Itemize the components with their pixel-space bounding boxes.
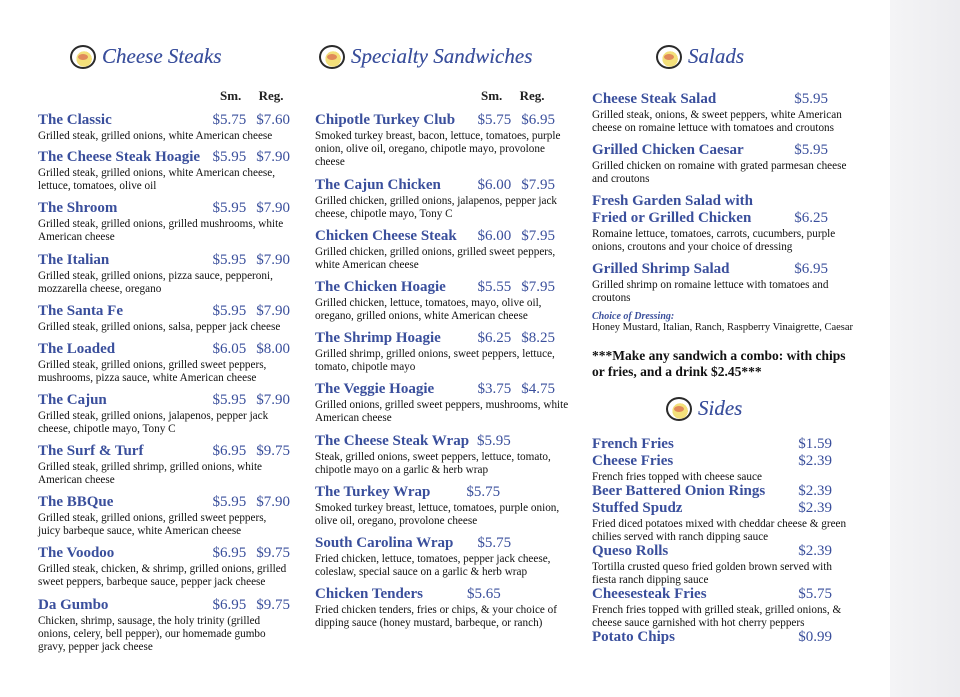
size-regular-label: Reg. <box>258 88 284 103</box>
price-small: $5.95 <box>212 303 247 319</box>
dressing-choices <box>592 311 860 333</box>
item-description: Fried diced potatoes mixed with cheddar cheese & green chilies served with ranch dipping sauce <box>592 518 847 543</box>
item-name: French Fries <box>592 436 674 452</box>
price-regular: $8.00 <box>256 341 290 357</box>
menu-item <box>38 341 290 385</box>
item-description: Grilled steak, chicken, & shrimp, grilled onions, grilled sweet peppers, barbeque sauce, pepper jack cheese <box>38 563 287 588</box>
item-name: Cheese Fries <box>592 453 674 469</box>
item-description: Grilled chicken, lettuce, tomatoes, mayo, olive oil, oregano, grilled onions, white American cheese <box>315 297 542 322</box>
item-name: Chicken Tenders <box>315 586 423 602</box>
item-price: $2.39 <box>798 483 832 499</box>
item-price: $6.25 <box>794 210 828 226</box>
section-title: Sides <box>698 396 743 420</box>
item-price: $6.95 <box>794 261 828 277</box>
logo-icon <box>656 45 682 69</box>
menu-item <box>38 597 290 654</box>
size-regular-label: Reg. <box>519 88 545 103</box>
item-description: Grilled steak, grilled onions, salsa, pepper jack cheese <box>38 321 281 333</box>
dressing-list: Honey Mustard, Italian, Ranch, Raspberry Vinaigrette, Caesar <box>592 322 854 333</box>
item-price: $1.59 <box>798 436 832 452</box>
item-name: Grilled Chicken Caesar <box>592 142 744 158</box>
item-price: $2.39 <box>798 500 832 516</box>
menu-item <box>38 112 290 143</box>
size-header <box>220 88 283 104</box>
menu-item <box>38 303 290 334</box>
price-regular: $7.90 <box>256 252 290 268</box>
side-item <box>592 500 847 544</box>
item-price: $5.75 <box>477 535 512 551</box>
price-small: $5.95 <box>212 494 247 510</box>
salad-item <box>592 142 847 186</box>
price-regular: $7.60 <box>256 112 290 128</box>
menu-item <box>38 392 290 436</box>
price-regular: $7.95 <box>521 177 555 193</box>
menu-item <box>38 494 290 538</box>
item-price: $5.95 <box>794 91 828 107</box>
price-small: $6.95 <box>212 597 247 613</box>
price-regular: $9.75 <box>256 443 290 459</box>
item-name: The Chicken Hoagie <box>315 279 446 295</box>
item-name: Chipotle Turkey Club <box>315 112 456 128</box>
wrap-item <box>315 483 577 528</box>
item-name: The Santa Fe <box>38 303 124 319</box>
price-regular: $7.90 <box>256 494 290 510</box>
item-name: The Loaded <box>38 341 116 357</box>
item-name: Grilled Shrimp Salad <box>592 261 730 277</box>
menu-item <box>38 443 290 487</box>
item-price: $0.99 <box>798 629 832 645</box>
item-description: Grilled steak, grilled onions, grilled sweet peppers, mushrooms, pizza sauce, white American cheese <box>38 359 267 384</box>
wrap-item <box>315 432 577 477</box>
item-description: Grilled chicken, grilled onions, jalapenos, pepper jack cheese, chipotle mayo, Tony C <box>315 195 558 220</box>
item-name: Beer Battered Onion Rings <box>592 483 766 499</box>
price-regular: $7.90 <box>256 149 290 165</box>
item-description: Smoked turkey breast, bacon, lettuce, tomatoes, purple onion, olive oil, oregano, chipotle mayo, provolone cheese <box>315 130 561 168</box>
price-small: $5.55 <box>477 279 512 295</box>
item-name: The Turkey Wrap <box>315 484 431 500</box>
price-small: $3.75 <box>477 381 512 397</box>
price-small: $6.05 <box>212 341 247 357</box>
item-description: Grilled steak, grilled onions, white American cheese, lettuce, tomatoes, olive oil <box>38 167 276 192</box>
menu-item <box>315 381 569 425</box>
page-edge <box>890 0 960 697</box>
item-name: The Veggie Hoagie <box>315 381 435 397</box>
item-name: Cheese Steak Salad <box>592 91 717 107</box>
item-name: The Voodoo <box>38 545 115 561</box>
menu-item <box>315 330 555 374</box>
item-name: Stuffed Spudz <box>592 500 683 516</box>
price-regular: $6.95 <box>521 112 555 128</box>
item-name-line1: Fresh Garden Salad with <box>592 193 753 209</box>
size-header <box>481 88 544 104</box>
item-name: The Cheese Steak Wrap <box>315 433 470 449</box>
menu-item <box>315 112 561 169</box>
price-small: $5.95 <box>212 392 247 408</box>
menu-item <box>38 545 290 589</box>
side-item <box>592 629 832 646</box>
item-price: $5.65 <box>466 586 501 602</box>
side-item <box>592 453 832 484</box>
item-price: $5.75 <box>466 484 501 500</box>
wrap-item <box>315 534 577 579</box>
menu-item <box>38 149 290 193</box>
specialty-header <box>319 44 532 69</box>
item-name: Fried or Grilled Chicken <box>592 210 752 226</box>
item-name: The Shroom <box>38 200 118 216</box>
item-description: Grilled steak, grilled shrimp, grilled onions, white American cheese <box>38 461 263 486</box>
price-regular: $4.75 <box>521 381 555 397</box>
salad-item <box>592 261 828 305</box>
item-price: $5.95 <box>794 142 828 158</box>
item-name: The Cajun <box>38 392 107 408</box>
price-small: $5.75 <box>212 112 247 128</box>
item-description: Romaine lettuce, tomatoes, carrots, cucumbers, purple onions, croutons and your choice of dressing <box>592 228 836 253</box>
wrap-item <box>315 585 577 630</box>
item-description: Tortilla crusted queso fried golden brown served with fiesta ranch dipping sauce <box>592 561 832 586</box>
price-regular: $7.95 <box>521 279 555 295</box>
side-item <box>592 543 832 587</box>
item-description: Grilled chicken, grilled onions, grilled sweet peppers, white American cheese <box>315 246 556 271</box>
item-description: Grilled steak, grilled onions, pizza sauce, pepperoni, mozzarella cheese, oregano <box>38 270 273 295</box>
combo-offer: ***Make any sandwich a combo: with chips or fries, and a drink $2.45*** <box>592 348 846 379</box>
dressing-title: Choice of Dressing: <box>592 311 675 322</box>
item-name: The BBQue <box>38 494 114 510</box>
item-name: The Classic <box>38 112 112 128</box>
item-description: Smoked turkey breast, lettuce, tomatoes, purple onion, olive oil, oregano, provolone cheese <box>315 502 560 527</box>
price-regular: $9.75 <box>256 597 290 613</box>
menu-item <box>315 228 555 272</box>
price-small: $5.95 <box>212 149 247 165</box>
item-description: Grilled onions, grilled sweet peppers, mushrooms, white American cheese <box>315 399 569 424</box>
price-regular: $8.25 <box>521 330 555 346</box>
item-price: $5.75 <box>798 586 832 602</box>
item-name: The Cajun Chicken <box>315 177 441 193</box>
item-description: Steak, grilled onions, sweet peppers, lettuce, tomato, chipotle mayo on a garlic & herb wrap <box>315 451 551 476</box>
price-small: $6.25 <box>477 330 512 346</box>
price-regular: $7.90 <box>256 200 290 216</box>
item-name: Chicken Cheese Steak <box>315 228 457 244</box>
item-description: French fries topped with grilled steak, grilled onions, & cheese sauce garnished with hot cherry peppers <box>592 604 842 629</box>
logo-icon <box>666 397 692 421</box>
item-price: $5.95 <box>477 433 511 449</box>
menu-item <box>315 177 558 221</box>
item-description: Grilled steak, grilled onions, grilled mushrooms, white American cheese <box>38 218 284 243</box>
size-small-label: Sm. <box>481 88 503 103</box>
price-regular: $7.95 <box>521 228 555 244</box>
price-small: $6.00 <box>477 177 512 193</box>
item-description: Chicken, shrimp, sausage, the holy trinity (grilled onions, celery, bell pepper), our homemade gumbo gravy, pepper jack cheese <box>38 615 266 653</box>
logo-icon <box>70 45 96 69</box>
menu-item <box>38 252 290 296</box>
item-description: Grilled steak, grilled onions, white American cheese <box>38 130 273 142</box>
item-description: Grilled steak, grilled onions, jalapenos, pepper jack cheese, chipotle mayo, Tony C <box>38 410 269 435</box>
side-item <box>592 436 832 453</box>
price-small: $6.00 <box>477 228 512 244</box>
item-name: Da Gumbo <box>38 597 109 613</box>
price-regular: $7.90 <box>256 303 290 319</box>
item-name: The Surf & Turf <box>38 443 144 459</box>
section-title: Cheese Steaks <box>102 44 222 68</box>
salad-item <box>592 91 842 135</box>
item-name: Cheesesteak Fries <box>592 586 707 602</box>
size-small-label: Sm. <box>220 88 242 103</box>
price-small: $5.95 <box>212 200 247 216</box>
cheese-steaks-header <box>70 44 222 69</box>
price-small: $6.95 <box>212 545 247 561</box>
item-description: Grilled steak, grilled onions, grilled sweet peppers, juicy barbeque sauce, white American cheese <box>38 512 267 537</box>
item-name: The Cheese Steak Hoagie <box>38 149 201 165</box>
item-name: The Shrimp Hoagie <box>315 330 441 346</box>
price-regular: $9.75 <box>256 545 290 561</box>
price-small: $6.95 <box>212 443 247 459</box>
item-description: Fried chicken tenders, fries or chips, & your choice of dipping sauce (honey mustard, barbeque, or ranch) <box>315 604 558 629</box>
item-name: Queso Rolls <box>592 543 669 559</box>
side-item <box>592 586 842 630</box>
item-name: South Carolina Wrap <box>315 535 454 551</box>
section-title: Salads <box>688 44 745 68</box>
item-price: $2.39 <box>798 543 832 559</box>
item-price: $2.39 <box>798 453 832 469</box>
section-title: Specialty Sandwiches <box>351 44 533 68</box>
price-small: $5.95 <box>212 252 247 268</box>
item-description: Fried chicken, lettuce, tomatoes, pepper jack cheese, coleslaw, special sauce on a garlic & herb wrap <box>315 553 551 578</box>
sides-header <box>666 396 742 421</box>
item-description: Grilled steak, onions, & sweet peppers, white American cheese on romaine lettuce with tomatoes and croutons <box>592 109 842 134</box>
salads-header <box>656 44 744 69</box>
price-regular: $7.90 <box>256 392 290 408</box>
salad-item <box>592 193 836 254</box>
menu-item <box>38 200 290 244</box>
item-name: The Italian <box>38 252 110 268</box>
item-description: Grilled shrimp, grilled onions, sweet peppers, lettuce, tomato, chipotle mayo <box>315 348 555 373</box>
logo-icon <box>319 45 345 69</box>
item-description: French fries topped with cheese sauce <box>592 471 762 483</box>
price-small: $5.75 <box>477 112 512 128</box>
item-name: Potato Chips <box>592 629 675 645</box>
side-item <box>592 483 832 500</box>
item-description: Grilled chicken on romaine with grated parmesan cheese and croutons <box>592 160 847 185</box>
item-description: Grilled shrimp on romaine lettuce with tomatoes and croutons <box>592 279 829 304</box>
menu-item <box>315 279 555 323</box>
